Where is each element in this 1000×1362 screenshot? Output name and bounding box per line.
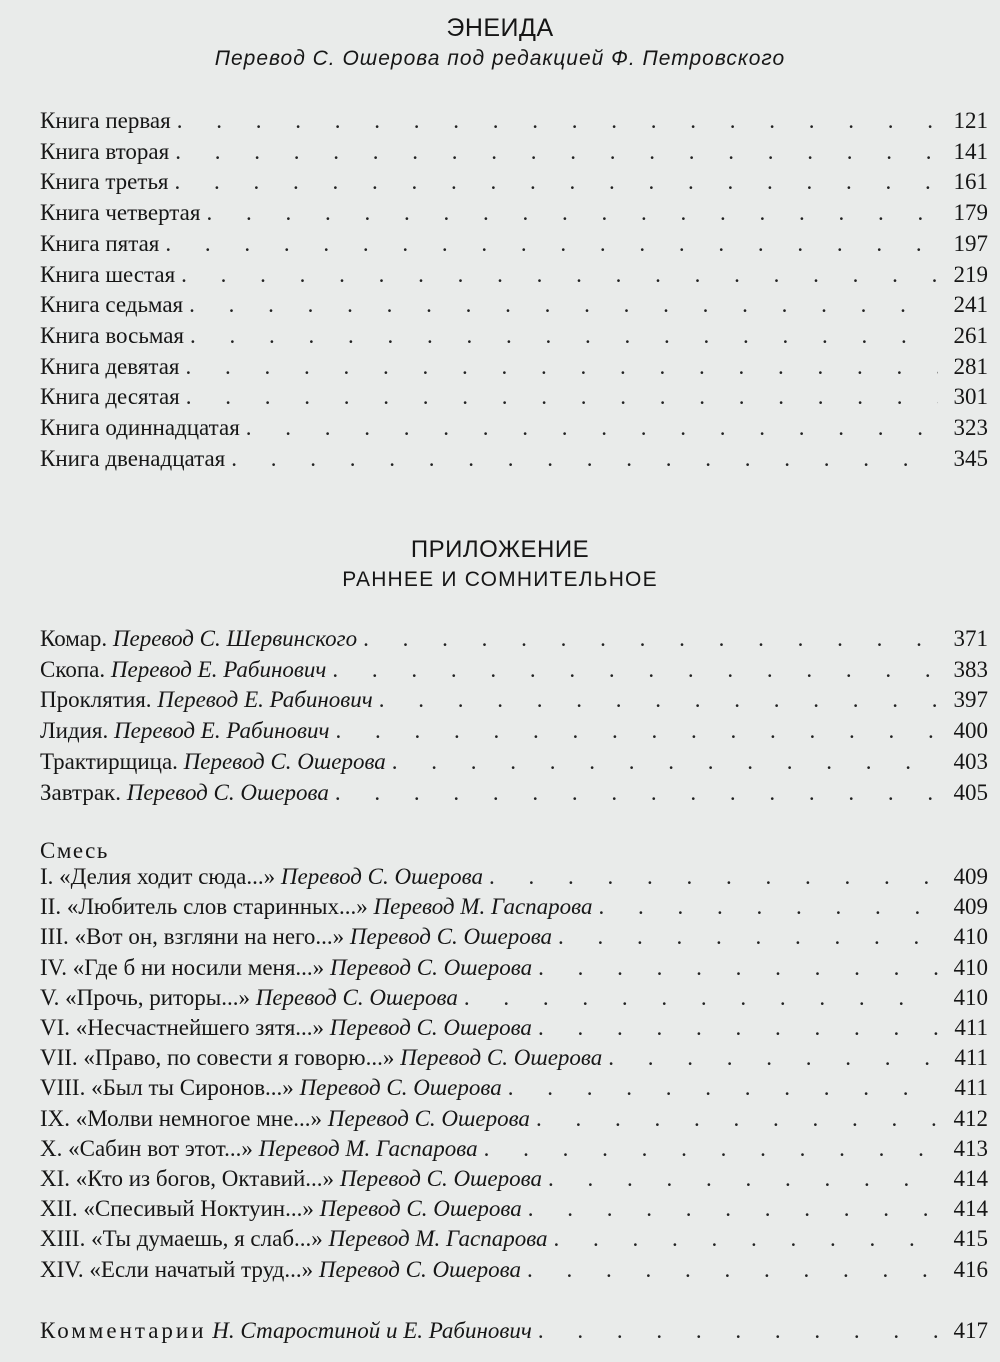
- toc-entry: [40, 106, 988, 136]
- entry-title: [40, 655, 326, 685]
- entry-translator: Перевод С. Ошерова: [183, 748, 386, 774]
- entry-work-title: XIII. «Ты думаешь, я слаб...»: [40, 1226, 323, 1252]
- entry-work-title: Лидия.: [40, 718, 109, 744]
- page-number: 241: [953, 292, 988, 318]
- entry-title: [40, 321, 184, 351]
- toc-entry: [40, 321, 988, 351]
- entry-work-title: VII. «Право, по совести я говорю...»: [40, 1045, 395, 1071]
- entry-work-title: Книга седьмая: [40, 292, 184, 318]
- page-number: 416: [953, 1256, 988, 1282]
- dot-leader: [484, 1134, 938, 1164]
- toc-entry: [40, 892, 988, 922]
- dot-leader: [186, 352, 938, 382]
- entry-translator: Перевод М. Гаспарова: [328, 1226, 548, 1252]
- page-number: 345: [953, 445, 988, 471]
- toc-entry: [40, 1043, 988, 1073]
- dot-leader: [538, 1316, 938, 1346]
- entry-translator: Перевод С. Ошерова: [327, 1105, 530, 1131]
- entry-translator: Перевод С. Ошерова: [299, 1075, 502, 1101]
- page-number: 412: [953, 1105, 988, 1131]
- dot-leader: [190, 321, 938, 351]
- page-number: 383: [953, 656, 988, 682]
- entry-work-title: X. «Сабин вот этот...»: [40, 1135, 253, 1161]
- page-number: 411: [954, 1045, 988, 1071]
- toc-entry: [40, 747, 988, 777]
- entry-title: [40, 413, 240, 443]
- page-number: 197: [953, 230, 988, 256]
- toc-entry: [40, 137, 988, 167]
- page-number: 414: [953, 1196, 988, 1222]
- page-number: 141: [953, 138, 988, 164]
- dot-leader: [548, 1164, 938, 1194]
- page-number: 409: [953, 864, 988, 889]
- commentary-title: [40, 1316, 532, 1346]
- page-number: 411: [954, 1075, 988, 1101]
- dot-leader: [599, 892, 938, 922]
- dot-leader: [206, 198, 938, 228]
- toc-entry: [40, 229, 988, 259]
- entry-title: [40, 922, 552, 952]
- dot-leader: [536, 1104, 938, 1134]
- entry-work-title: I. «Делия ходит сюда...»: [40, 864, 276, 889]
- entry-translator: Перевод С. Ошерова: [280, 864, 484, 889]
- entry-work-title: Скопа.: [40, 656, 106, 682]
- page-number: 219: [953, 261, 988, 287]
- entry-title: [40, 382, 180, 412]
- entry-translator: Перевод С. Ошерова: [349, 924, 553, 950]
- entry-translator: Перевод Е. Рабинович: [110, 656, 327, 682]
- toc-entry: [40, 716, 988, 746]
- dot-leader: [608, 1043, 938, 1073]
- dot-leader: [175, 167, 938, 197]
- entry-title: [40, 352, 180, 382]
- entry-work-title: Проклятия.: [40, 687, 152, 713]
- toc-entry: [40, 1134, 988, 1164]
- page-number: 400: [953, 718, 988, 744]
- aeneid-title: ЭНЕИДА: [446, 14, 554, 42]
- entry-title: [40, 892, 593, 922]
- page-number: 413: [953, 1135, 988, 1161]
- entry-title: [40, 685, 373, 715]
- miscellany-label: Смесь: [40, 838, 109, 863]
- page-number: 403: [953, 748, 988, 774]
- dot-leader: [246, 413, 938, 443]
- entry-work-title: Книга одиннадцатая: [40, 415, 240, 440]
- entry-title: [40, 983, 458, 1013]
- page-number: 121: [953, 108, 988, 133]
- entry-title: [40, 1164, 542, 1194]
- entry-translator: Перевод С. Ошерова: [400, 1045, 603, 1071]
- page-number: 301: [953, 384, 988, 410]
- page-number: 410: [953, 924, 988, 950]
- entry-work-title: Книга пятая: [40, 230, 160, 256]
- entry-title: [40, 444, 225, 474]
- page-number: 261: [953, 322, 988, 348]
- dot-leader: [527, 1255, 938, 1285]
- entry-work-title: Книга третья: [40, 169, 169, 195]
- entry-title: [40, 137, 169, 167]
- toc-entry: [40, 352, 988, 382]
- entry-title: [40, 953, 532, 983]
- entry-title: [40, 1194, 522, 1224]
- entry-work-title: Книга первая: [40, 108, 171, 133]
- dot-leader: [332, 655, 938, 685]
- entry-title: [40, 198, 200, 228]
- toc-entry: [40, 260, 988, 290]
- dot-leader: [335, 778, 938, 808]
- entry-title: [40, 1073, 502, 1103]
- toc-entry: [40, 413, 988, 443]
- commentary-row: [40, 1316, 988, 1346]
- entry-work-title: Книга двенадцатая: [40, 445, 226, 471]
- dot-leader: [177, 106, 938, 136]
- dot-leader: [392, 747, 938, 777]
- dot-leader: [165, 229, 938, 259]
- page-number: 414: [953, 1166, 988, 1191]
- entry-work-title: Книга девятая: [40, 353, 180, 379]
- toc-entry: [40, 953, 988, 983]
- page-number: 161: [953, 169, 988, 195]
- toc-entry: [40, 922, 988, 952]
- entry-translator: Перевод Е. Рабинович: [157, 687, 373, 713]
- toc-entry: [40, 198, 988, 228]
- entry-title: [40, 862, 483, 892]
- aeneid-translator: Перевод С. Ошерова под редакцией Ф. Петровского: [214, 47, 786, 70]
- entry-work-title: XIV. «Если начатый труд...»: [40, 1256, 314, 1282]
- toc-entry: [40, 1073, 988, 1103]
- dot-leader: [464, 983, 938, 1013]
- entry-work-title: VIII. «Был ты Сиронов...»: [40, 1075, 294, 1101]
- entry-translator: Перевод С. Ошерова: [339, 1166, 542, 1191]
- dot-leader: [528, 1194, 938, 1224]
- page-number: 179: [953, 200, 988, 226]
- toc-entry: [40, 862, 988, 892]
- dot-leader: [181, 260, 938, 290]
- entry-work-title: VI. «Несчастнейшего зятя...»: [40, 1015, 325, 1040]
- entry-work-title: Книга восьмая: [40, 322, 185, 348]
- dot-leader: [175, 137, 938, 167]
- entry-work-title: XII. «Спесивый Ноктуин...»: [40, 1196, 314, 1222]
- page-number: 371: [953, 626, 988, 651]
- toc-entry: [40, 382, 988, 412]
- dot-leader: [538, 1013, 938, 1043]
- toc-entry: [40, 624, 988, 654]
- toc-entry: [40, 655, 988, 685]
- dot-leader: [554, 1224, 938, 1254]
- page-number: 410: [953, 954, 988, 980]
- toc-entry: [40, 685, 988, 715]
- toc-entry: [40, 1104, 988, 1134]
- page-number: 405: [953, 779, 988, 805]
- entry-translator: Перевод С. Ошерова: [329, 954, 533, 980]
- entry-work-title: II. «Любитель слов старинных...»: [40, 894, 368, 920]
- entry-work-title: Книга вторая: [40, 138, 170, 164]
- page-number: 397: [953, 687, 988, 713]
- entry-title: [40, 1043, 602, 1073]
- entry-translator: Перевод Е. Рабинович: [114, 718, 330, 744]
- entry-title: [40, 290, 183, 320]
- entry-title: [40, 229, 159, 259]
- toc-entry: [40, 778, 988, 808]
- dot-leader: [186, 382, 938, 412]
- page-number: 411: [954, 1015, 988, 1040]
- dot-leader: [335, 716, 938, 746]
- entry-translator: Перевод М. Гаспарова: [258, 1135, 478, 1161]
- entry-work-title: III. «Вот он, взгляни на него...»: [40, 924, 345, 950]
- commentary-label: Комментарии: [40, 1318, 207, 1343]
- entry-translator: Перевод М. Гаспарова: [373, 894, 593, 920]
- entry-title: [40, 747, 386, 777]
- entry-work-title: XI. «Кто из богов, Октавий...»: [40, 1166, 335, 1191]
- toc-entry: [40, 983, 988, 1013]
- toc-entry: [40, 1013, 988, 1043]
- dot-leader: [508, 1073, 938, 1103]
- dot-leader: [538, 953, 938, 983]
- toc-entry: [40, 1255, 988, 1285]
- toc-entry: [40, 1164, 988, 1194]
- entry-translator: Перевод С. Ошерова: [126, 779, 329, 805]
- entry-title: [40, 167, 169, 197]
- entry-title: [40, 260, 175, 290]
- entry-work-title: Книга шестая: [40, 261, 176, 287]
- entry-title: [40, 1255, 521, 1285]
- entry-translator: Перевод С. Ошерова: [319, 1196, 522, 1222]
- entry-title: [40, 1134, 478, 1164]
- toc-entry: [40, 290, 988, 320]
- toc-entry: [40, 1194, 988, 1224]
- entry-title: [40, 778, 329, 808]
- toc-entry: [40, 444, 988, 474]
- entry-translator: Перевод С. Шервинского: [112, 626, 358, 651]
- dot-leader: [231, 444, 938, 474]
- page-number: 410: [953, 984, 988, 1010]
- commentary-authors: Н. Старостиной и Е. Рабинович: [212, 1318, 532, 1343]
- entry-work-title: Трактирщица.: [40, 748, 178, 774]
- dot-leader: [379, 685, 938, 715]
- entry-title: [40, 1104, 530, 1134]
- page-number: 417: [953, 1318, 988, 1343]
- entry-title: [40, 624, 357, 654]
- entry-work-title: Комар.: [40, 626, 108, 651]
- entry-work-title: V. «Прочь, риторы...»: [40, 984, 250, 1010]
- entry-work-title: Завтрак.: [40, 779, 121, 805]
- entry-title: [40, 716, 329, 746]
- entry-translator: Перевод С. Ошерова: [255, 984, 458, 1010]
- appendix-subtitle: РАННЕЕ И СОМНИТЕЛЬНОЕ: [342, 568, 658, 591]
- entry-title: [40, 1224, 548, 1254]
- page-number: 323: [953, 415, 988, 440]
- entry-work-title: IX. «Молви немногое мне...»: [40, 1105, 323, 1131]
- page-number: 415: [953, 1226, 988, 1252]
- entry-translator: Перевод С. Ошерова: [318, 1256, 521, 1282]
- dot-leader: [189, 290, 938, 320]
- page-number: 409: [953, 894, 988, 920]
- dot-leader: [558, 922, 938, 952]
- dot-leader: [489, 862, 938, 892]
- entry-title: [40, 106, 171, 136]
- toc-entry: [40, 167, 988, 197]
- entry-work-title: Книга десятая: [40, 384, 180, 410]
- entry-work-title: Книга четвертая: [40, 200, 201, 226]
- page-number: 281: [953, 353, 988, 379]
- appendix-title: ПРИЛОЖЕНИЕ: [410, 536, 590, 563]
- dot-leader: [363, 624, 938, 654]
- entry-translator: Перевод С. Ошерова: [329, 1015, 532, 1040]
- toc-entry: [40, 1224, 988, 1254]
- entry-title: [40, 1013, 532, 1043]
- entry-work-title: IV. «Где б ни носили меня...»: [40, 954, 325, 980]
